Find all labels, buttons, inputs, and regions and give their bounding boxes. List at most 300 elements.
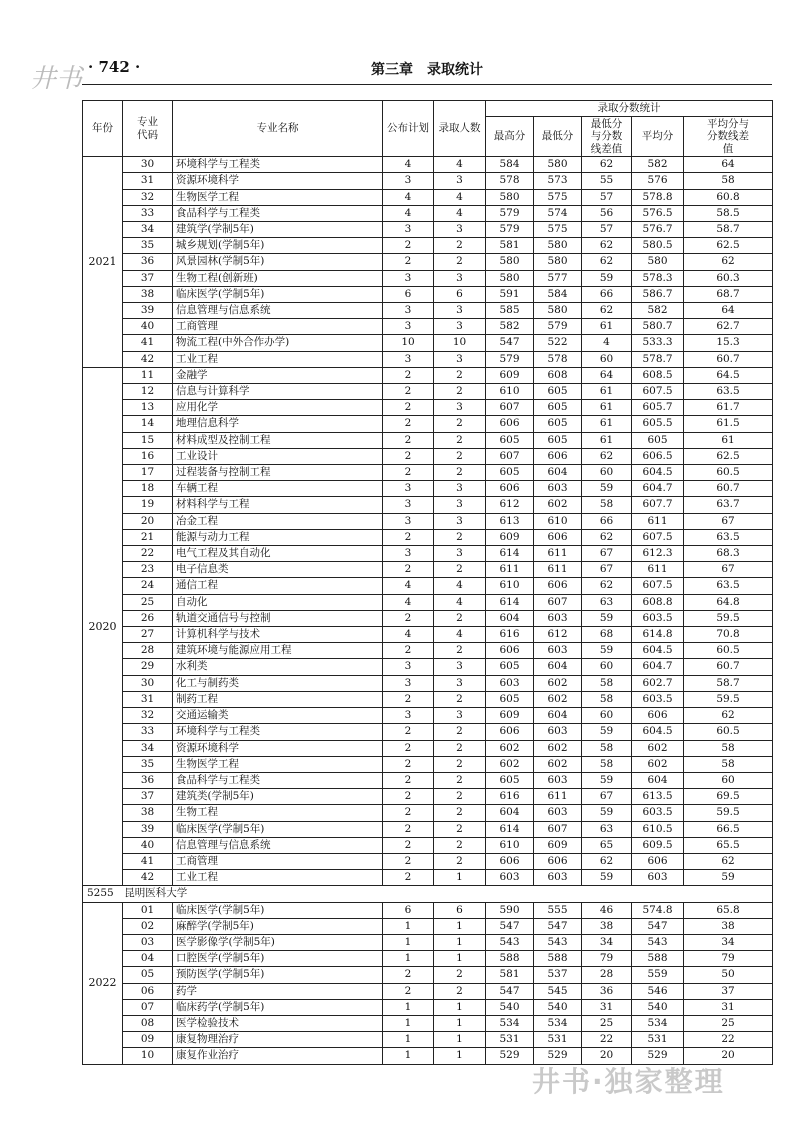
plan-cell: 3: [383, 351, 434, 367]
code-cell: 14: [123, 416, 173, 432]
plan-cell: 4: [383, 594, 434, 610]
min-cell: 547: [534, 918, 582, 934]
avg-diff-cell: 62.7: [684, 319, 773, 335]
min-cell: 529: [534, 1048, 582, 1064]
name-cell: 资源环境科学: [173, 740, 383, 756]
code-cell: 24: [123, 578, 173, 594]
avg-diff-cell: 58: [684, 740, 773, 756]
table-row: [83, 416, 773, 432]
min-diff-cell: 61: [582, 384, 632, 400]
name-cell: 地理信息科学: [173, 416, 383, 432]
table-row: [83, 821, 773, 837]
max-cell: 579: [486, 222, 534, 238]
code-cell: 31: [123, 173, 173, 189]
plan-cell: 2: [383, 837, 434, 853]
plan-cell: 3: [383, 173, 434, 189]
min-cell: 603: [534, 772, 582, 788]
code-cell: 08: [123, 1015, 173, 1031]
min-diff-cell: 64: [582, 367, 632, 383]
plan-cell: 10: [383, 335, 434, 351]
avg-cell: 582: [632, 303, 684, 319]
min-diff-cell: 25: [582, 1015, 632, 1031]
max-cell: 613: [486, 513, 534, 529]
min-cell: 543: [534, 934, 582, 950]
table-row: [83, 772, 773, 788]
avg-cell: 529: [632, 1048, 684, 1064]
avg-cell: 547: [632, 918, 684, 934]
table-row: [83, 756, 773, 772]
table-row: [83, 934, 773, 950]
avg-diff-cell: 79: [684, 951, 773, 967]
avg-diff-cell: 62: [684, 254, 773, 270]
year-cell: 2020: [83, 367, 123, 886]
table-row: [83, 627, 773, 643]
avg-cell: 605.7: [632, 400, 684, 416]
plan-cell: 2: [383, 610, 434, 626]
avg-diff-cell: 67: [684, 513, 773, 529]
avg-diff-cell: 60.3: [684, 270, 773, 286]
avg-cell: 610.5: [632, 821, 684, 837]
avg-cell: 540: [632, 999, 684, 1015]
name-cell: 水利类: [173, 659, 383, 675]
name-cell: 信息与计算科学: [173, 384, 383, 400]
min-diff-cell: 62: [582, 303, 632, 319]
admission-score-table: [82, 100, 773, 1065]
code-cell: 01: [123, 902, 173, 918]
admitted-cell: 2: [434, 529, 486, 545]
min-diff-cell: 59: [582, 724, 632, 740]
table-row: [83, 870, 773, 886]
header-rule: [82, 84, 772, 85]
admitted-cell: 2: [434, 837, 486, 853]
table-row: [83, 189, 773, 205]
avg-cell: 614.8: [632, 627, 684, 643]
avg-diff-cell: 58: [684, 756, 773, 772]
plan-cell: 2: [383, 400, 434, 416]
name-cell: 工业工程: [173, 351, 383, 367]
plan-cell: 2: [383, 529, 434, 545]
admitted-cell: 2: [434, 643, 486, 659]
admitted-cell: 3: [434, 708, 486, 724]
avg-cell: 543: [632, 934, 684, 950]
table-row: [83, 1015, 773, 1031]
min-cell: 603: [534, 724, 582, 740]
plan-cell: 2: [383, 789, 434, 805]
table-row: [83, 951, 773, 967]
avg-diff-cell: 58.7: [684, 675, 773, 691]
table-row: [83, 724, 773, 740]
year-cell: 2021: [83, 157, 123, 368]
admitted-cell: 3: [434, 270, 486, 286]
avg-diff-cell: 60.7: [684, 659, 773, 675]
max-cell: 606: [486, 416, 534, 432]
max-cell: 540: [486, 999, 534, 1015]
max-cell: 606: [486, 853, 534, 869]
code-cell: 15: [123, 432, 173, 448]
min-diff-cell: 59: [582, 870, 632, 886]
min-diff-cell: 60: [582, 351, 632, 367]
plan-cell: 2: [383, 643, 434, 659]
name-cell: 生物工程(创新班): [173, 270, 383, 286]
code-cell: 13: [123, 400, 173, 416]
admitted-cell: 2: [434, 724, 486, 740]
avg-diff-cell: 64.5: [684, 367, 773, 383]
max-cell: 610: [486, 837, 534, 853]
table-row: [83, 918, 773, 934]
avg-cell: 607.5: [632, 529, 684, 545]
avg-cell: 607.7: [632, 497, 684, 513]
name-cell: 信息管理与信息系统: [173, 837, 383, 853]
min-diff-cell: 20: [582, 1048, 632, 1064]
min-diff-cell: 60: [582, 465, 632, 481]
code-cell: 41: [123, 853, 173, 869]
name-cell: 医学检验技术: [173, 1015, 383, 1031]
code-cell: 22: [123, 546, 173, 562]
min-cell: 603: [534, 610, 582, 626]
avg-cell: 604.7: [632, 659, 684, 675]
avg-cell: 574.8: [632, 902, 684, 918]
code-cell: 39: [123, 303, 173, 319]
max-cell: 602: [486, 740, 534, 756]
min-diff-cell: 58: [582, 675, 632, 691]
avg-diff-cell: 58.5: [684, 205, 773, 221]
name-cell: 工业设计: [173, 448, 383, 464]
plan-cell: 2: [383, 238, 434, 254]
admitted-cell: 3: [434, 400, 486, 416]
table-row: [83, 805, 773, 821]
admitted-cell: 3: [434, 173, 486, 189]
name-cell: 电气工程及其自动化: [173, 546, 383, 562]
plan-cell: 2: [383, 740, 434, 756]
avg-cell: 602.7: [632, 675, 684, 691]
avg-cell: 578.7: [632, 351, 684, 367]
max-cell: 607: [486, 400, 534, 416]
table-row: [83, 173, 773, 189]
name-cell: 电子信息类: [173, 562, 383, 578]
plan-cell: 1: [383, 918, 434, 934]
min-cell: 531: [534, 1032, 582, 1048]
avg-diff-cell: 60.7: [684, 481, 773, 497]
max-cell: 612: [486, 497, 534, 513]
code-cell: 17: [123, 465, 173, 481]
code-cell: 40: [123, 837, 173, 853]
admitted-cell: 2: [434, 416, 486, 432]
avg-cell: 608.5: [632, 367, 684, 383]
avg-cell: 604.5: [632, 465, 684, 481]
name-cell: 车辆工程: [173, 481, 383, 497]
avg-cell: 607.5: [632, 578, 684, 594]
name-cell: 工业工程: [173, 870, 383, 886]
min-cell: 575: [534, 222, 582, 238]
code-cell: 33: [123, 724, 173, 740]
avg-cell: 612.3: [632, 546, 684, 562]
avg-diff-cell: 70.8: [684, 627, 773, 643]
plan-cell: 3: [383, 659, 434, 675]
table-row: [83, 222, 773, 238]
plan-cell: 2: [383, 772, 434, 788]
min-cell: 577: [534, 270, 582, 286]
min-diff-cell: 67: [582, 562, 632, 578]
code-cell: 11: [123, 367, 173, 383]
min-cell: 606: [534, 578, 582, 594]
table-row: [83, 643, 773, 659]
code-cell: 34: [123, 222, 173, 238]
plan-cell: 2: [383, 805, 434, 821]
plan-cell: 1: [383, 951, 434, 967]
admitted-cell: 4: [434, 157, 486, 173]
table-row: [83, 675, 773, 691]
avg-diff-cell: 15.3: [684, 335, 773, 351]
avg-cell: 604: [632, 772, 684, 788]
max-cell: 604: [486, 610, 534, 626]
name-cell: 建筑学(学制5年): [173, 222, 383, 238]
min-cell: 584: [534, 286, 582, 302]
plan-cell: 3: [383, 303, 434, 319]
avg-diff-cell: 58: [684, 173, 773, 189]
code-cell: 03: [123, 934, 173, 950]
avg-cell: 611: [632, 513, 684, 529]
plan-cell: 1: [383, 934, 434, 950]
top-left-watermark: [30, 58, 82, 95]
code-cell: 28: [123, 643, 173, 659]
admitted-cell: 2: [434, 432, 486, 448]
avg-cell: 603.5: [632, 805, 684, 821]
university-section-row: [83, 886, 773, 902]
avg-diff-cell: 38: [684, 918, 773, 934]
min-cell: 607: [534, 594, 582, 610]
plan-cell: 4: [383, 189, 434, 205]
chapter-title: 第三章 录取统计: [371, 62, 483, 78]
admitted-cell: 6: [434, 902, 486, 918]
max-cell: 604: [486, 805, 534, 821]
avg-cell: 604.7: [632, 481, 684, 497]
table-row: [83, 497, 773, 513]
name-cell: 冶金工程: [173, 513, 383, 529]
admitted-cell: 1: [434, 1048, 486, 1064]
admitted-cell: 3: [434, 303, 486, 319]
code-cell: 26: [123, 610, 173, 626]
avg-cell: 533.3: [632, 335, 684, 351]
min-cell: 580: [534, 157, 582, 173]
plan-cell: 3: [383, 708, 434, 724]
code-cell: 32: [123, 708, 173, 724]
table-row: [83, 1032, 773, 1048]
avg-diff-cell: 64: [684, 157, 773, 173]
max-cell: 529: [486, 1048, 534, 1064]
name-cell: 康复作业治疗: [173, 1048, 383, 1064]
code-cell: 10: [123, 1048, 173, 1064]
admitted-cell: 2: [434, 967, 486, 983]
avg-cell: 576.7: [632, 222, 684, 238]
min-cell: 540: [534, 999, 582, 1015]
min-cell: 612: [534, 627, 582, 643]
code-cell: 30: [123, 157, 173, 173]
table-row: [83, 1048, 773, 1064]
name-cell: 自动化: [173, 594, 383, 610]
min-diff-cell: 59: [582, 643, 632, 659]
max-cell: 581: [486, 238, 534, 254]
name-cell: 物流工程(中外合作办学): [173, 335, 383, 351]
avg-cell: 613.5: [632, 789, 684, 805]
code-cell: 23: [123, 562, 173, 578]
admitted-cell: 2: [434, 238, 486, 254]
max-cell: 603: [486, 675, 534, 691]
min-diff-cell: 22: [582, 1032, 632, 1048]
table-row: [83, 286, 773, 302]
name-cell: 生物医学工程: [173, 756, 383, 772]
min-cell: 604: [534, 708, 582, 724]
admitted-cell: 2: [434, 465, 486, 481]
col-name: 专业名称: [173, 101, 383, 157]
admitted-cell: 3: [434, 319, 486, 335]
avg-diff-cell: 59.5: [684, 691, 773, 707]
min-cell: 534: [534, 1015, 582, 1031]
avg-cell: 586.7: [632, 286, 684, 302]
table-row: [83, 205, 773, 221]
max-cell: 610: [486, 578, 534, 594]
avg-cell: 609.5: [632, 837, 684, 853]
avg-diff-cell: 65.8: [684, 902, 773, 918]
min-diff-cell: 58: [582, 691, 632, 707]
plan-cell: 2: [383, 465, 434, 481]
min-diff-cell: 59: [582, 481, 632, 497]
min-cell: 604: [534, 465, 582, 481]
min-diff-cell: 58: [582, 740, 632, 756]
max-cell: 543: [486, 934, 534, 950]
table-row: [83, 610, 773, 626]
table-row: [83, 481, 773, 497]
max-cell: 579: [486, 351, 534, 367]
plan-cell: 1: [383, 1048, 434, 1064]
admitted-cell: 2: [434, 805, 486, 821]
name-cell: 能源与动力工程: [173, 529, 383, 545]
max-cell: 605: [486, 432, 534, 448]
avg-diff-cell: 66.5: [684, 821, 773, 837]
min-cell: 602: [534, 675, 582, 691]
avg-diff-cell: 61.5: [684, 416, 773, 432]
plan-cell: 6: [383, 902, 434, 918]
plan-cell: 2: [383, 448, 434, 464]
max-cell: 609: [486, 708, 534, 724]
avg-diff-cell: 50: [684, 967, 773, 983]
max-cell: 584: [486, 157, 534, 173]
code-cell: 36: [123, 254, 173, 270]
avg-cell: 602: [632, 740, 684, 756]
avg-diff-cell: 62.5: [684, 238, 773, 254]
min-cell: 611: [534, 562, 582, 578]
table-row: [83, 432, 773, 448]
name-cell: 资源环境科学: [173, 173, 383, 189]
plan-cell: 3: [383, 319, 434, 335]
max-cell: 606: [486, 724, 534, 740]
watermark-text: 井书: [30, 64, 83, 94]
min-diff-cell: 61: [582, 416, 632, 432]
name-cell: 临床药学(学制5年): [173, 999, 383, 1015]
min-diff-cell: 55: [582, 173, 632, 189]
admitted-cell: 2: [434, 772, 486, 788]
min-cell: 606: [534, 853, 582, 869]
year-cell: 2022: [83, 902, 123, 1064]
code-cell: 12: [123, 384, 173, 400]
code-cell: 07: [123, 999, 173, 1015]
avg-cell: 576.5: [632, 205, 684, 221]
min-cell: 537: [534, 967, 582, 983]
avg-cell: 608.8: [632, 594, 684, 610]
max-cell: 578: [486, 173, 534, 189]
admitted-cell: 2: [434, 448, 486, 464]
admitted-cell: 1: [434, 951, 486, 967]
min-diff-cell: 62: [582, 578, 632, 594]
col-code: 专业代码: [123, 101, 173, 157]
avg-diff-cell: 31: [684, 999, 773, 1015]
name-cell: 临床医学(学制5年): [173, 286, 383, 302]
table-row: [83, 465, 773, 481]
name-cell: 生物医学工程: [173, 189, 383, 205]
max-cell: 547: [486, 335, 534, 351]
max-cell: 614: [486, 821, 534, 837]
admitted-cell: 2: [434, 691, 486, 707]
plan-cell: 1: [383, 999, 434, 1015]
max-cell: 611: [486, 562, 534, 578]
admitted-cell: 3: [434, 351, 486, 367]
admitted-cell: 3: [434, 497, 486, 513]
page-number: · 742 ·: [88, 58, 141, 76]
plan-cell: 2: [383, 432, 434, 448]
avg-diff-cell: 60.5: [684, 465, 773, 481]
page-header: [82, 56, 772, 84]
code-cell: 40: [123, 319, 173, 335]
name-cell: 建筑类(学制5年): [173, 789, 383, 805]
name-cell: 临床医学(学制5年): [173, 902, 383, 918]
min-cell: 573: [534, 173, 582, 189]
table-row: [83, 448, 773, 464]
code-cell: 38: [123, 805, 173, 821]
plan-cell: 2: [383, 853, 434, 869]
plan-cell: 4: [383, 627, 434, 643]
name-cell: 临床医学(学制5年): [173, 821, 383, 837]
avg-diff-cell: 63.5: [684, 529, 773, 545]
avg-cell: 580.5: [632, 238, 684, 254]
plan-cell: 4: [383, 157, 434, 173]
code-cell: 21: [123, 529, 173, 545]
min-diff-cell: 63: [582, 594, 632, 610]
admitted-cell: 3: [434, 481, 486, 497]
admitted-cell: 4: [434, 627, 486, 643]
plan-cell: 1: [383, 1015, 434, 1031]
min-cell: 611: [534, 789, 582, 805]
min-diff-cell: 56: [582, 205, 632, 221]
avg-diff-cell: 59: [684, 870, 773, 886]
avg-cell: 546: [632, 983, 684, 999]
admitted-cell: 3: [434, 513, 486, 529]
min-diff-cell: 79: [582, 951, 632, 967]
admitted-cell: 1: [434, 1015, 486, 1031]
max-cell: 534: [486, 1015, 534, 1031]
min-cell: 605: [534, 416, 582, 432]
code-cell: 04: [123, 951, 173, 967]
min-diff-cell: 59: [582, 805, 632, 821]
max-cell: 616: [486, 627, 534, 643]
name-cell: 城乡规划(学制5年): [173, 238, 383, 254]
max-cell: 603: [486, 870, 534, 886]
code-cell: 19: [123, 497, 173, 513]
avg-diff-cell: 20: [684, 1048, 773, 1064]
plan-cell: 2: [383, 756, 434, 772]
table-row: [83, 853, 773, 869]
table-row: [83, 303, 773, 319]
col-year: 年份: [83, 101, 123, 157]
name-cell: 金融学: [173, 367, 383, 383]
